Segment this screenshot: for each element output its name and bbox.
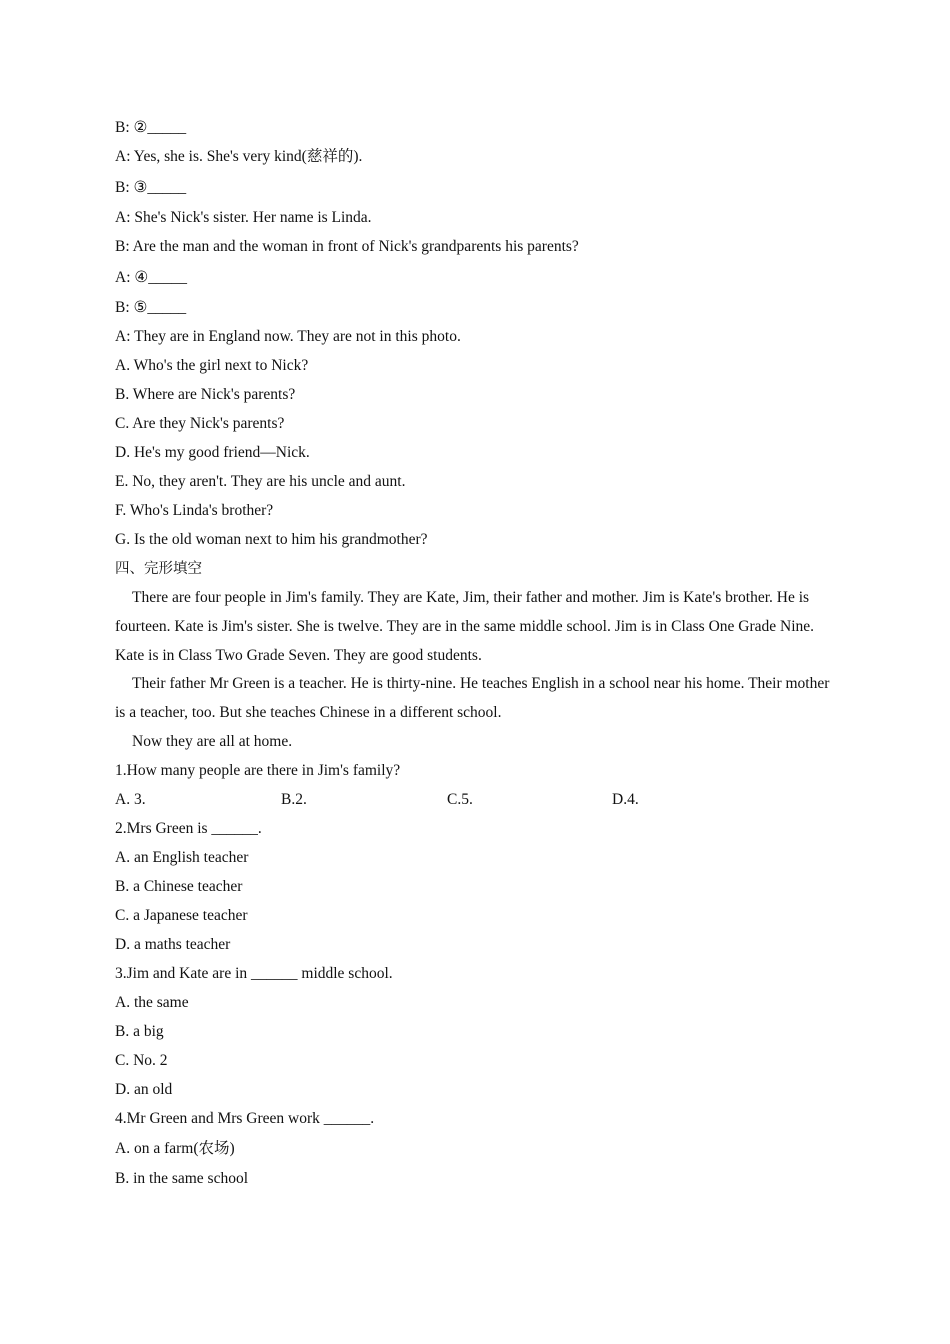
- dialogue-line: A: She's Nick's sister. Her name is Linda.: [115, 209, 372, 226]
- dialogue-line: B: ③_____: [115, 179, 187, 196]
- answer-option: B. Where are Nick's parents?: [115, 386, 296, 403]
- dialogue-line: B: ⑤_____: [115, 299, 187, 316]
- passage-paragraph: There are four people in Jim's family. They are Kate, Jim, their father and mother. Jim is Kate's brother. He is fourteen. Kate is Jim's sister. She is twelve. They are in the same middle school. Jim is in Class One Grade Nine. Kate is in Class Two Grade Seven. They are good students.: [115, 589, 815, 664]
- choice: B.2.: [281, 791, 307, 808]
- question: 3.Jim and Kate are in ______ middle school.: [115, 965, 393, 982]
- answer-option: A. Who's the girl next to Nick?: [115, 357, 309, 374]
- question: 1.How many people are there in Jim's family?: [115, 762, 401, 779]
- question: 2.Mrs Green is ______.: [115, 820, 262, 837]
- choice: D. a maths teacher: [115, 936, 231, 953]
- choice: B. a big: [115, 1023, 164, 1040]
- dialogue-line: A: Yes, she is. She's very kind(慈祥的).: [115, 148, 363, 165]
- dialogue-line: B: ②_____: [115, 119, 187, 136]
- choice: B. a Chinese teacher: [115, 878, 243, 895]
- question: 4.Mr Green and Mrs Green work ______.: [115, 1110, 375, 1127]
- answer-option: F. Who's Linda's brother?: [115, 502, 274, 519]
- choice: C. No. 2: [115, 1052, 168, 1069]
- choice: B. in the same school: [115, 1170, 249, 1187]
- choice: C.5.: [447, 791, 473, 808]
- section-title: 四、完形填空: [115, 561, 202, 577]
- answer-option: D. He's my good friend—Nick.: [115, 444, 310, 461]
- choice: A. on a farm(农场): [115, 1140, 235, 1157]
- choice: C. a Japanese teacher: [115, 907, 248, 924]
- choice: A. 3.: [115, 791, 146, 808]
- dialogue-line: B: Are the man and the woman in front of Nick's grandparents his parents?: [115, 238, 579, 255]
- choice: D. an old: [115, 1081, 173, 1098]
- choice: D.4.: [612, 791, 639, 808]
- answer-option: C. Are they Nick's parents?: [115, 415, 285, 432]
- answer-option: G. Is the old woman next to him his grandmother?: [115, 531, 428, 548]
- dialogue-line: A: ④_____: [115, 269, 188, 286]
- passage-paragraph: Their father Mr Green is a teacher. He is thirty-nine. He teaches English in a school near his home. Their mother is a teacher, too. But she teaches Chinese in a different school.: [115, 675, 830, 721]
- passage-paragraph: Now they are all at home.: [132, 733, 293, 750]
- dialogue-line: A: They are in England now. They are not in this photo.: [115, 328, 461, 345]
- answer-option: E. No, they aren't. They are his uncle and aunt.: [115, 473, 406, 490]
- choice: A. an English teacher: [115, 849, 249, 866]
- choice: A. the same: [115, 994, 189, 1011]
